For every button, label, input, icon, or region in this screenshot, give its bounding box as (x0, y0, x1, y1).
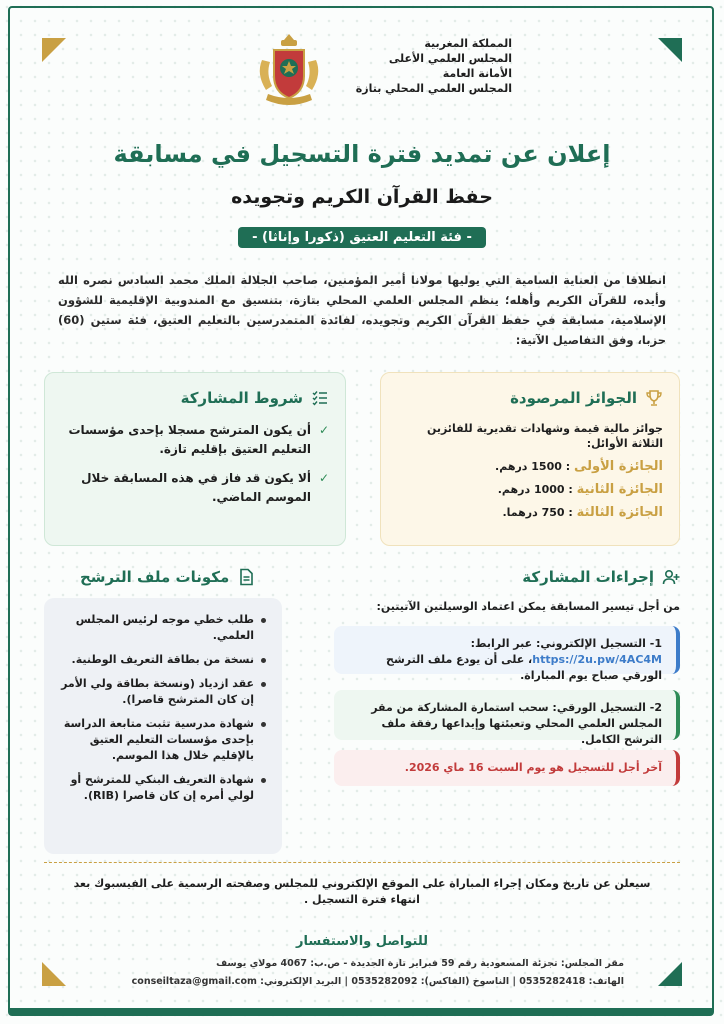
prizes-description: جوائز مالية قيمة وشهادات تقديرية للفائزين الثلاثة الأوائل: (426, 422, 663, 450)
condition-item: ✓ ألا يكون قد فاز في هذه المسابقة خلال الموسم الماضي. (61, 469, 329, 507)
header-line: المملكة المغربية (424, 37, 512, 50)
header-line: الأمانة العامة (442, 67, 512, 80)
paper-registration-box: 2- التسجيل الورقي: سحب استمارة المشاركة من مقر المجلس العلمي المحلي وتعبئتها وإيداعها رفقة ملف الترشح الكامل. (334, 690, 680, 740)
condition-item: ✓ أن يكون المترشح مسجلا بإحدى مؤسسات التعليم العتيق بإقليم تازة. (61, 421, 329, 459)
conditions-title: شروط المشاركة (180, 389, 303, 407)
checklist-icon (311, 389, 329, 407)
institution-header (356, 36, 512, 96)
prize-item: الجائزة الثالثة : 750 درهما. (502, 505, 663, 520)
prizes-heading (397, 389, 663, 407)
registration-link[interactable]: https://2u.pw/4AC4M (532, 653, 662, 666)
procedures-title: إجراءات المشاركة (522, 568, 654, 586)
add-user-icon (662, 568, 680, 586)
corner-ornament (658, 962, 682, 986)
deadline-box: آخر أجل للتسجيل هو يوم السبت 16 ماي 2026. (334, 750, 680, 786)
conditions-card (44, 372, 346, 546)
page-title: إعلان عن تمديد فترة التسجيل في مسابقة (113, 140, 611, 168)
page-subtitle: حفظ القرآن الكريم وتجويده (231, 186, 493, 208)
category-badge: - فئة التعليم العتيق (ذكورا وإناثا) - (238, 227, 486, 248)
header-line: المجلس العلمي الأعلى (388, 52, 512, 65)
prize-item: الجائزة الأولى : 1500 درهم. (495, 459, 663, 474)
document-icon (237, 568, 255, 586)
prizes-title: الجوائز المرصودة (510, 389, 637, 407)
file-item: شهادة مدرسية تثبت متابعة الدراسة بإحدى مؤسسات التعليم العتيق بالإقليم خلال هذا الموسم. (58, 716, 268, 764)
corner-ornament (42, 962, 66, 986)
prizes-card (380, 372, 680, 546)
file-item: طلب خطي موجه لرئيس المجلس العلمي. (58, 612, 268, 644)
procedures-lead: من أجل تيسير المسابقة يمكن اعتماد الوسيلتين الآتيتين: (376, 600, 680, 613)
announcement-note: سيعلن عن تاريخ ومكان إجراء المباراة على الموقع الإلكتروني للمجلس وصفحته الرسمية على الفيسبوك بعد انتهاء فترة التسجيل . (73, 877, 651, 906)
prize-item: الجائزة الثانية : 1000 درهم. (497, 482, 663, 497)
header-line: المجلس العلمي المحلي بتازة (355, 82, 512, 95)
file-heading (80, 568, 255, 586)
file-title: مكونات ملف الترشح (80, 568, 230, 586)
corner-ornament (658, 38, 682, 62)
file-item: عقد ازدياد (ونسخة بطاقة ولي الأمر إن كان المترشح قاصرا). (58, 676, 268, 708)
dashed-divider (44, 862, 680, 863)
file-item: شهادة التعريف البنكي للمترشح أو لولي أمره إن كان قاصرا (RIB). (58, 772, 268, 804)
online-registration-box: 1- التسجيل الإلكتروني: عبر الرابط: https://2u.pw/4AC4M، على أن يودع ملف الترشح الورقي صباح يوم المباراة. (334, 626, 680, 674)
trophy-icon (645, 389, 663, 407)
file-components-box (44, 598, 282, 854)
file-item: نسخة من بطاقة التعريف الوطنية. (58, 652, 268, 668)
corner-ornament (42, 38, 66, 62)
contact-address: مقر المجلس: تجزئة المسعودية رقم 59 فبراير تازة الجديدة - ص.ب: 4067 مولاي يوسف (216, 958, 624, 969)
intro-paragraph: انطلاقا من العناية السامية التي يوليها مولانا أمير المؤمنين، صاحب الجلالة الملك محمد السادس نصره الله وأيده، للقرآن الكريم وأهله؛ ينظم المجلس العلمي المحلي بتازة، بتنسيق مع المندوبية الإقليمية للشؤون الإسلامية، مسابقة في حفظ القرآن الكريم وتجويده، لفائدة المتمدرسين بالتعليم العتيق، فئة ستين (60) حزبا، وفق التفاصيل الآتية: (58, 273, 666, 347)
contact-phones-email: الهاتف: 0535282418 | الناسوخ (الفاكس): 0535282092 | البريد الإلكتروني: conseiltaza@gmail.com (131, 976, 624, 987)
contact-heading: للتواصل والاستفسار (295, 934, 429, 949)
procedures-heading (522, 568, 680, 586)
coat-of-arms-emblem (248, 30, 330, 112)
conditions-heading (61, 389, 329, 407)
